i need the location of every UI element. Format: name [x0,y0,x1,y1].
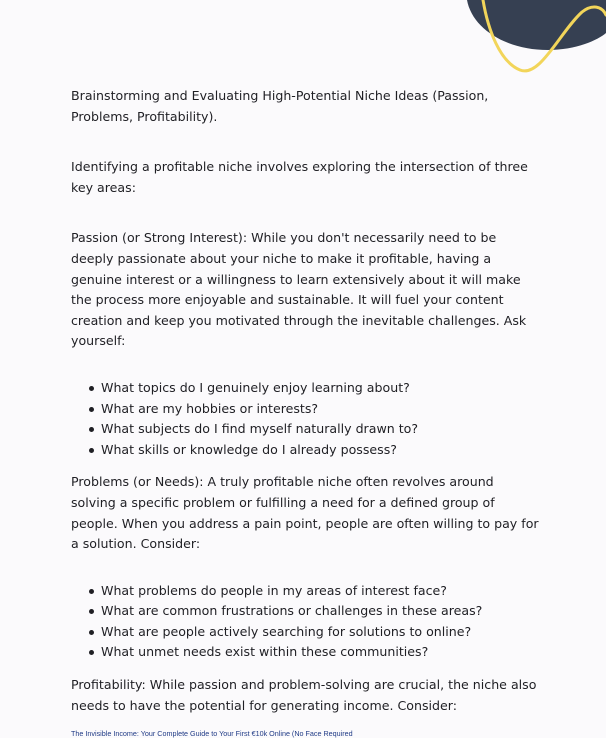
list-item: What are common frustrations or challenges in these areas? [71,601,541,622]
section-heading: Brainstorming and Evaluating High-Potential Niche Ideas (Passion, Problems, Profitability). [71,88,489,124]
corner-decoration [0,0,606,80]
passion-question-list [71,378,541,460]
intro-paragraph: Identifying a profitable niche involves exploring the intersection of three key areas: [71,159,528,195]
list-item: What skills or knowledge do I already possess? [71,440,541,461]
footer-book-title: The Invisible Income: Your Complete Guide to Your First €10k Online (No Face Required [71,729,353,738]
list-item: What are people actively searching for solutions to online? [71,622,541,643]
list-item: What are my hobbies or interests? [71,399,541,420]
list-item: What topics do I genuinely enjoy learning about? [71,378,541,399]
problems-paragraph: Problems (or Needs): A truly profitable niche often revolves around solving a specific problem or fulfilling a need for a defined group of people. When you address a pain point, people are often willing to pay for a solution. Consider: [71,474,539,552]
document-body [71,86,541,716]
problems-question-list [71,581,541,663]
list-item: What unmet needs exist within these communities? [71,642,541,663]
list-item: What problems do people in my areas of interest face? [71,581,541,602]
profitability-paragraph: Profitability: While passion and problem-solving are crucial, the niche also needs to have the potential for generating income. Consider: [71,677,537,713]
list-item: What subjects do I find myself naturally drawn to? [71,419,541,440]
navy-blob-shape [467,0,606,50]
passion-paragraph: Passion (or Strong Interest): While you don't necessarily need to be deeply passionate about your niche to make it profitable, having a genuine interest or a willingness to learn extensively about it will make the process more enjoyable and sustainable. It will fuel your content creation and keep you motivated through the inevitable challenges. Ask yourself: [71,230,527,349]
yellow-curve-line [483,0,606,71]
